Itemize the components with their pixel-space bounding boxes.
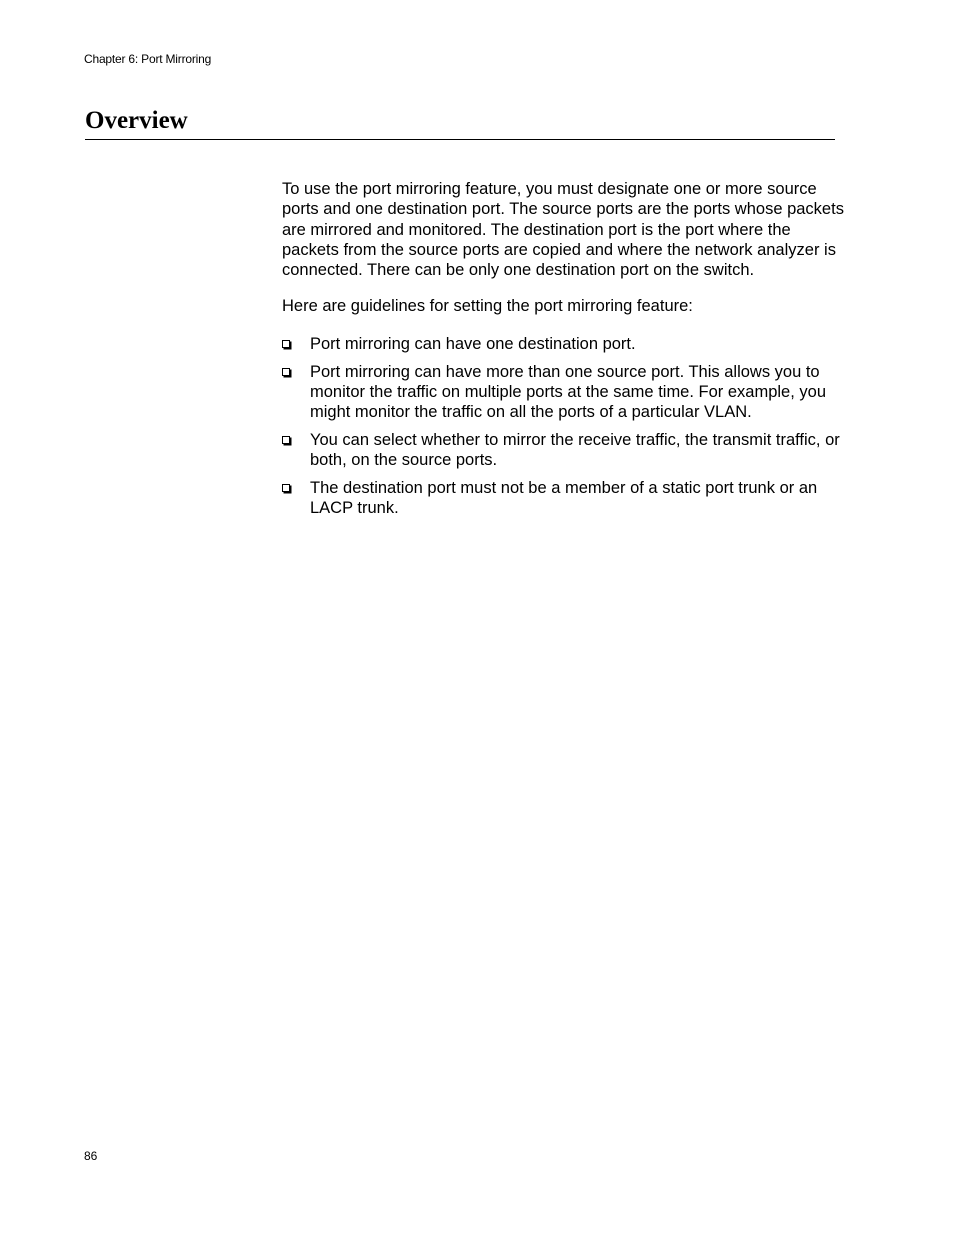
list-item [282,430,844,471]
section-title: Overview [85,107,188,134]
page-number: 86 [84,1149,98,1163]
list-item-text: The destination port must not be a member of a static port trunk or an LACP trunk. [310,479,818,518]
intro-paragraph: To use the port mirroring feature, you must designate one or more source ports and one destination port. The source ports are the ports whose packets are mirrored and monitored. The destination port is the port where the packets from the source ports are copied and where the network analyzer is connected. There can be only one destination port on the switch. [282,180,844,280]
square-bullet-icon [282,340,290,348]
title-rule [85,139,835,140]
square-bullet-icon [282,436,290,444]
list-item [282,362,844,423]
square-bullet-icon [282,368,290,376]
list-item [282,478,844,519]
list-item-text: You can select whether to mirror the receive traffic, the transmit traffic, or both, on the source ports. [310,430,840,470]
list-item-text: Port mirroring can have more than one source port. This allows you to monitor the traffic on multiple ports at the same time. For example, you might monitor the traffic on all the ports of a particular VLAN. [310,362,827,422]
guidelines-lead: Here are guidelines for setting the port mirroring feature: [282,297,693,316]
list-item-text: Port mirroring can have one destination port. [310,334,636,353]
body-column [282,179,844,526]
running-header: Chapter 6: Port Mirroring [84,52,212,66]
list-item [282,334,844,354]
guidelines-list [282,334,844,519]
square-bullet-icon [282,484,290,492]
